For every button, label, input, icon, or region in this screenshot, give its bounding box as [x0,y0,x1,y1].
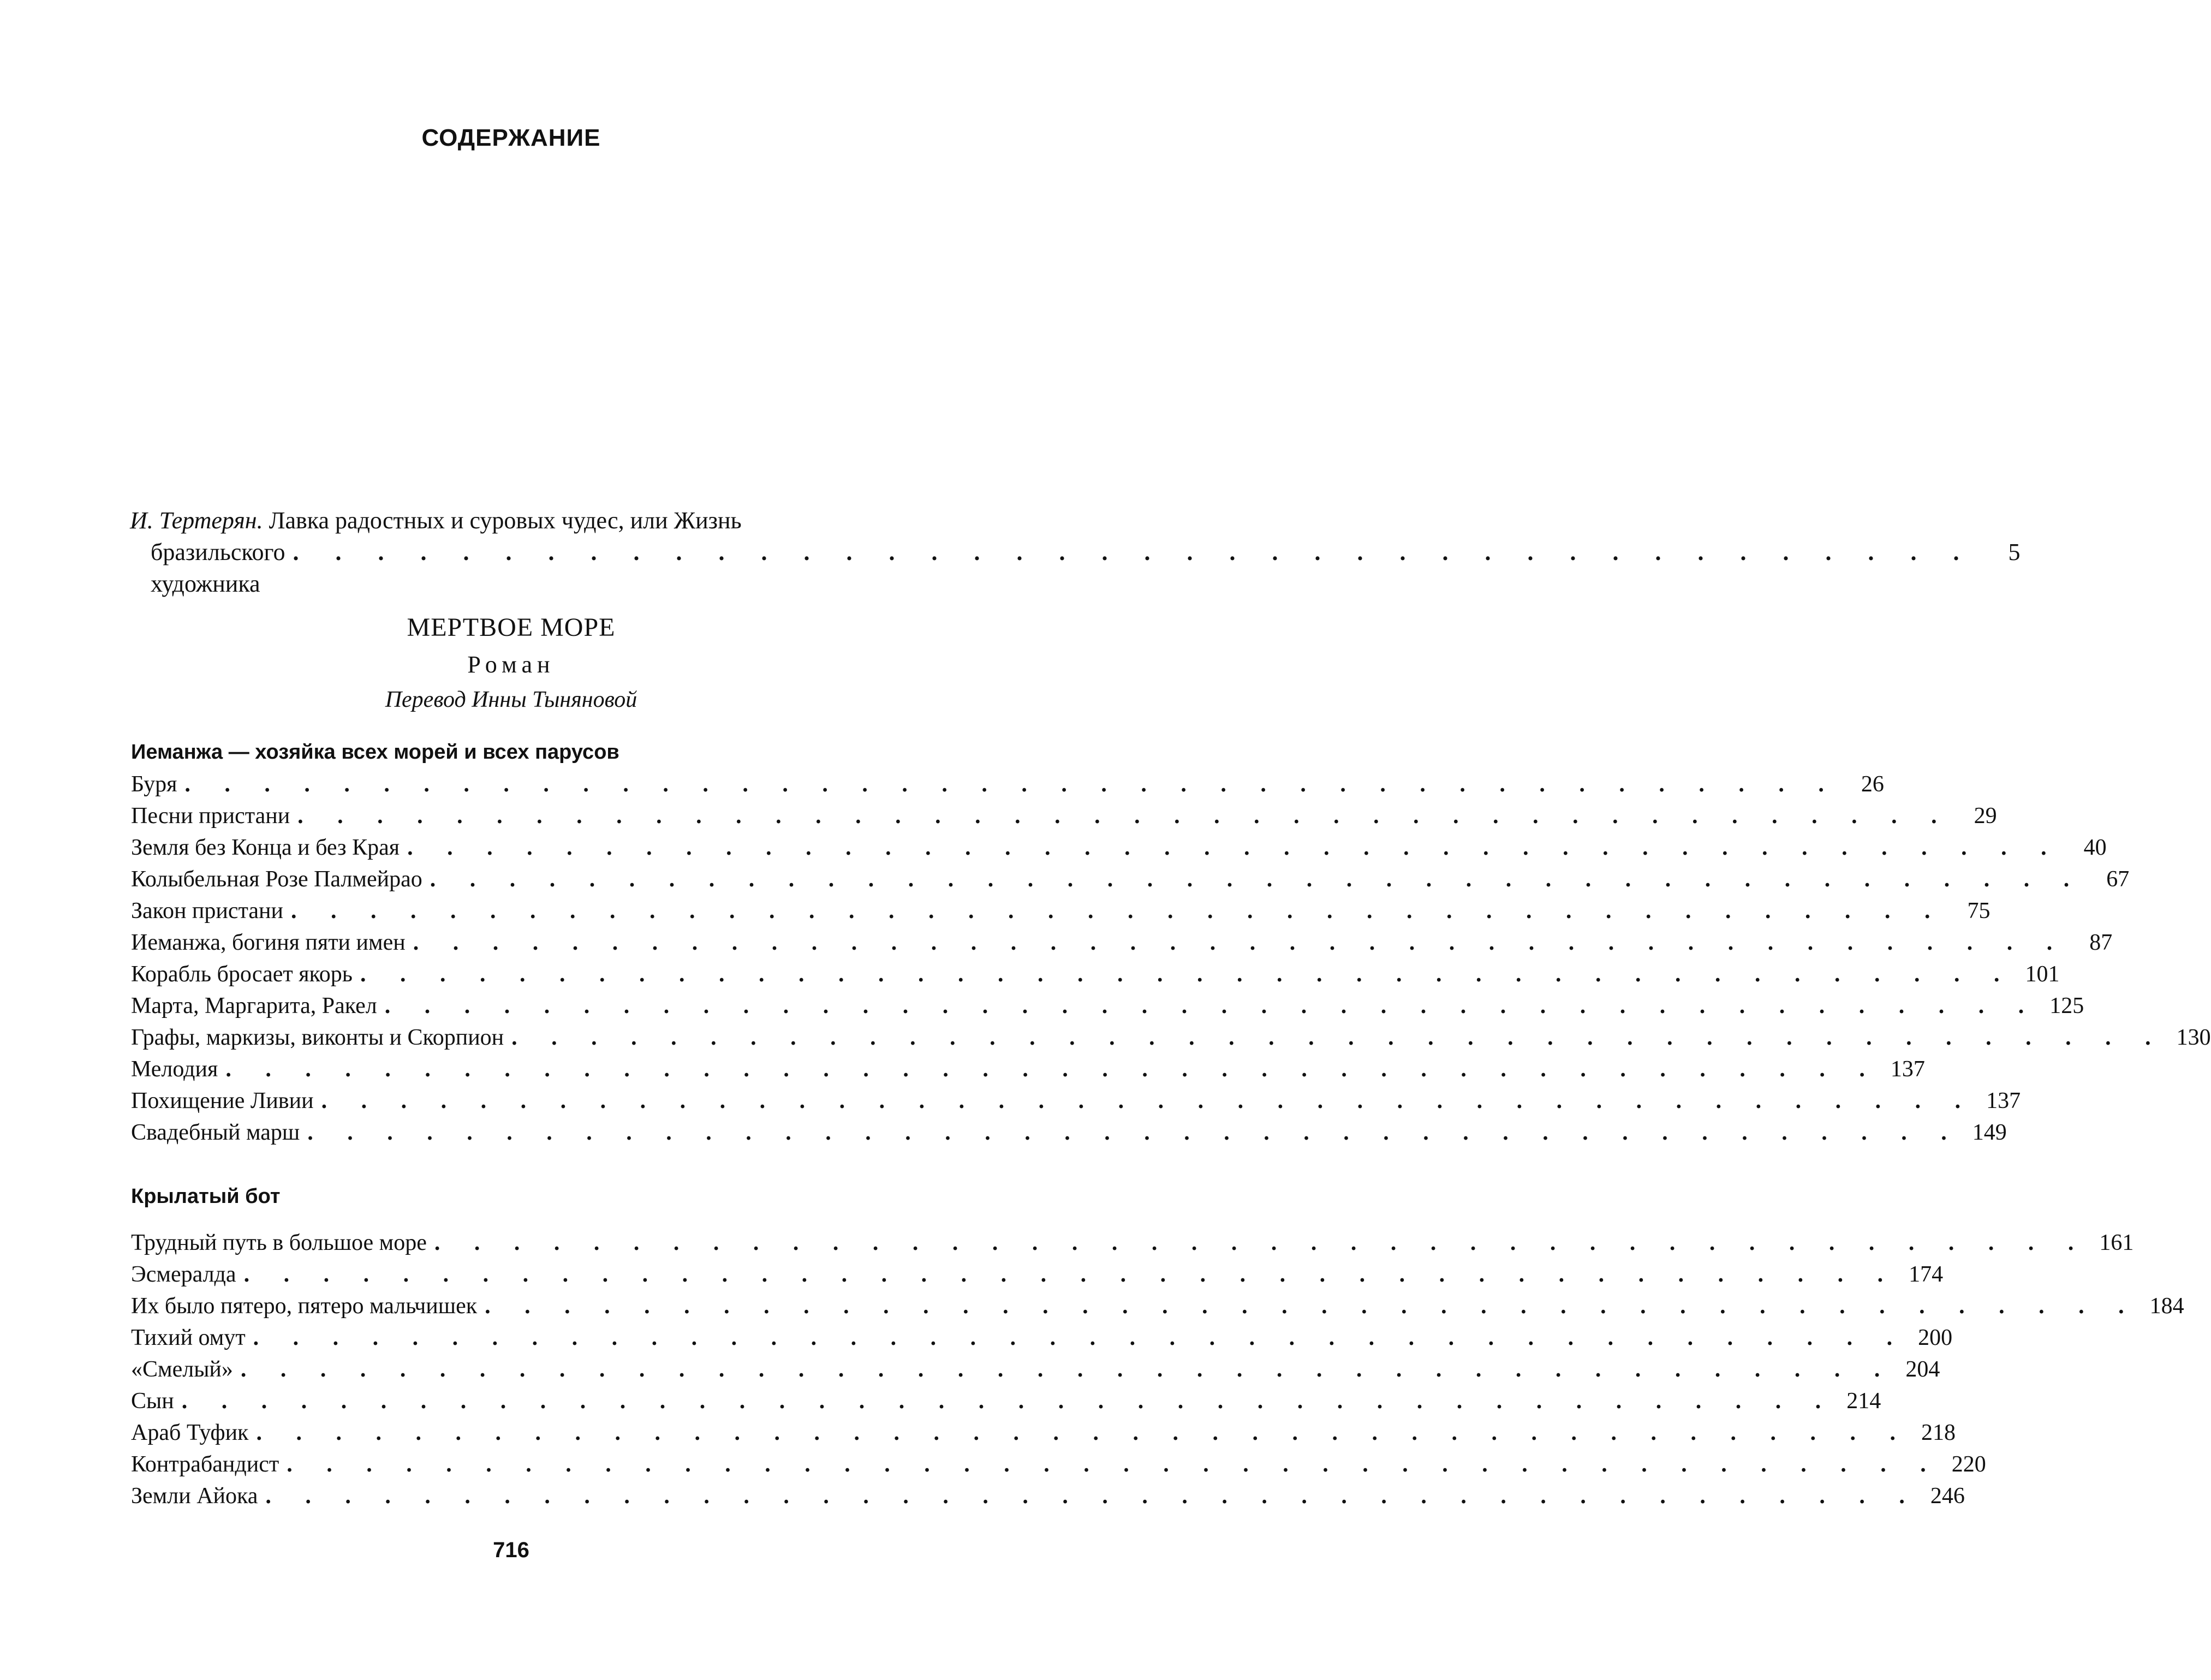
dot-leader: . . . . . . . . . . . . . . . . . . . . . . . . . . . . . . . . . . . . . . . . . . [360,962,2014,987]
toc-entry-page: 149 [1972,1120,2007,1145]
page-number: 716 [493,1538,529,1562]
dot-leader: . . . . . . . . . . . . . . . . . . . . . . . . . . . . . . . . . . . . . . . . . . [307,1120,1961,1145]
toc-entry [131,895,1991,927]
intro-title-line-1: Лавка радостных и суровых чудес, или Жизнь [269,507,742,534]
novel-header [0,609,1022,717]
toc-entry-title: Араб Туфик [131,1420,249,1445]
toc-entry-title: Сын [131,1389,174,1414]
dot-leader: . . . . . . . . . . . . . . . . . . . . . . . . . . . . . . . . . . . . . . . . . . [225,1057,1879,1082]
toc-entry [131,1449,1986,1480]
dot-leader: . . . . . . . . . . . . . . . . . . . . . . . . . . . . . . . . . . . . . . . . . . [253,1325,1907,1350]
toc-entry [131,1085,2021,1117]
toc-entry [131,1053,1925,1085]
intro-line-1 [130,505,970,537]
dot-leader: . . . . . . . . . . . . . . . . . . . . . . . . . . . . . . . . . . . . . . . . . . [240,1357,1894,1382]
dot-leader: . . . . . . . . . . . . . . . . . . . . . . . . . . . . . . . . . . . . . . . . . . [434,1230,2088,1255]
toc-entry-title: Контрабандист [131,1452,279,1477]
toc-entry [131,990,2084,1022]
toc-entry-page: 137 [1986,1088,2021,1113]
toc-entry-page: 204 [1905,1357,1940,1382]
toc-entry-title: Песни пристани [131,803,290,829]
toc-entry-page: 29 [1974,803,1997,829]
toc-entry-title: Тихий омут [131,1325,246,1350]
toc-entry-title: Колыбельная Розе Палмейрао [131,867,422,892]
toc-entry [131,1022,2211,1053]
toc-entry-page: 40 [2083,835,2107,860]
toc-entry [131,1290,2184,1322]
intro-author: И. Тертерян. [130,507,263,534]
toc-entry-page: 75 [1967,898,1991,924]
toc-entry-page: 26 [1861,772,1884,797]
dot-leader: . . . . . . . . . . . . . . . . . . . . . . . . . . . . . . . . . . . . . . . . . . [291,898,1945,924]
toc-entry [131,832,2107,863]
dot-leader: . . . . . . . . . . . . . . . . . . . . . . . . . . . . . . . . . . . . . . . . . . [287,1452,1940,1477]
toc-entry-title: Графы, маркизы, виконты и Скорпион [131,1025,504,1050]
contents-heading: СОДЕРЖАНИЕ [421,124,601,151]
toc-entry [131,1322,1953,1354]
toc-entry-title: Свадебный марш [131,1120,300,1145]
dot-leader: . . . . . . . . . . . . . . . . . . . . . . . . . . . . . . . . . . . . . . . . . . [430,867,2084,892]
novel-title: МЕРТВОЕ МОРЕ [407,613,616,642]
toc-entry [131,1259,1944,1290]
toc-entry-title: Мелодия [131,1057,218,1082]
intro-line-2 [130,537,2021,600]
toc-entry-title: «Смелый» [131,1357,233,1382]
toc-entry-page: 67 [2106,867,2130,892]
toc-entry-title: Буря [131,772,177,797]
toc-entry [131,1385,1881,1417]
dot-leader: . . . . . . . . . . . . . . . . . . . . . . . . . . . . . . . . . . . . . . . . . . [297,803,1951,829]
dot-leader: . . . . . . . . . . . . . . . . . . . . . . . . . . . . . . . . . . . . . . . . . . [407,835,2061,860]
toc-entry-page: 214 [1846,1389,1881,1414]
novel-translator: Перевод Инны Тыняновой [385,687,637,712]
toc-entry [131,1354,1940,1385]
toc-entry-title: Корабль бросает якорь [131,962,353,987]
dot-leader: . . . . . . . . . . . . . . . . . . . . . . . . . . . . . . . . . . . . . . . . . . [413,930,2067,955]
toc-entry-page: 174 [1909,1262,1944,1287]
dot-leader: . . . . . . . . . . . . . . . . . . . . . . . . . . . . . . . . . . . . . . . . . . [265,1484,1919,1509]
toc-entry-page: 87 [2089,930,2113,955]
toc-entry-title: Земля без Конца и без Края [131,835,400,860]
toc-entry-title: Иеманжа, богиня пяти имен [131,930,406,955]
toc-entry-page: 130 [2176,1025,2211,1050]
toc-entry-title: Земли Айока [131,1484,258,1509]
dot-leader: . . . . . . . . . . . . . . . . . . . . . . . . . . . . . . . . . . . . . . . . . . [511,1025,2165,1050]
dot-leader: . . . . . . . . . . . . . . . . . . . . . . . . . . . . . . . . . . . . . . . . . . [485,1294,2138,1319]
toc-entry [131,958,2060,990]
toc-entry [131,768,1884,800]
intro-page-number: 5 [2008,539,2021,565]
toc-entry-title: Похищение Ливии [131,1088,314,1113]
dot-leader: . . . . . . . . . . . . . . . . . . . . . . . . . . . . . . . . . . . . . . . . [293,539,1975,565]
toc-entry-page: 101 [2025,962,2060,987]
toc-entry-page: 220 [1951,1452,1986,1477]
toc-entry-page: 161 [2099,1230,2134,1255]
dot-leader: . . . . . . . . . . . . . . . . . . . . . . . . . . . . . . . . . . . . . . . . . . [384,993,2039,1018]
toc-entry [131,863,2130,895]
dot-leader: . . . . . . . . . . . . . . . . . . . . . . . . . . . . . . . . . . . . . . . . . . [181,1389,1835,1414]
toc-entry-page: 184 [2149,1294,2184,1319]
toc-entry [131,800,1997,832]
toc-entry-title: Марта, Маргарита, Ракел [131,993,377,1018]
toc-entry-page: 218 [1921,1420,1956,1445]
dot-leader: . . . . . . . . . . . . . . . . . . . . . . . . . . . . . . . . . . . . . . . . . . [184,772,1838,797]
section-1 [131,736,2211,1148]
section-1-entries [131,768,2211,1148]
dot-leader: . . . . . . . . . . . . . . . . . . . . . . . . . . . . . . . . . . . . . . . . . . [321,1088,1975,1113]
dot-leader: . . . . . . . . . . . . . . . . . . . . . . . . . . . . . . . . . . . . . . . . . . [243,1262,1898,1287]
toc-entry [131,1480,1965,1512]
toc-entry [131,927,2113,958]
section-title: Крылатый бот [131,1185,281,1208]
toc-entry-title: Их было пятеро, пятеро мальчишек [131,1294,478,1319]
section-2 [131,1180,2184,1512]
toc-entry [131,1227,2134,1259]
section-2-entries [131,1227,2184,1512]
toc-entry-page: 137 [1890,1057,1925,1082]
toc-entry-title: Трудный путь в большое море [131,1230,427,1255]
toc-entry-page: 200 [1918,1325,1953,1350]
toc-entry-page: 125 [2049,993,2084,1018]
toc-entry-title: Закон пристани [131,898,283,924]
toc-entry-page: 246 [1930,1484,1965,1509]
novel-genre: Роман [467,651,555,678]
intro-title-line-2: бразильского художника [151,539,285,597]
section-title: Иеманжа — хозяйка всех морей и всех парусов [131,741,619,764]
toc-entry [131,1117,2007,1148]
toc-entry-title: Эсмералда [131,1262,236,1287]
dot-leader: . . . . . . . . . . . . . . . . . . . . . . . . . . . . . . . . . . . . . . . . . . [256,1420,1910,1445]
intro-entry [130,505,2021,600]
toc-entry [131,1417,1956,1449]
